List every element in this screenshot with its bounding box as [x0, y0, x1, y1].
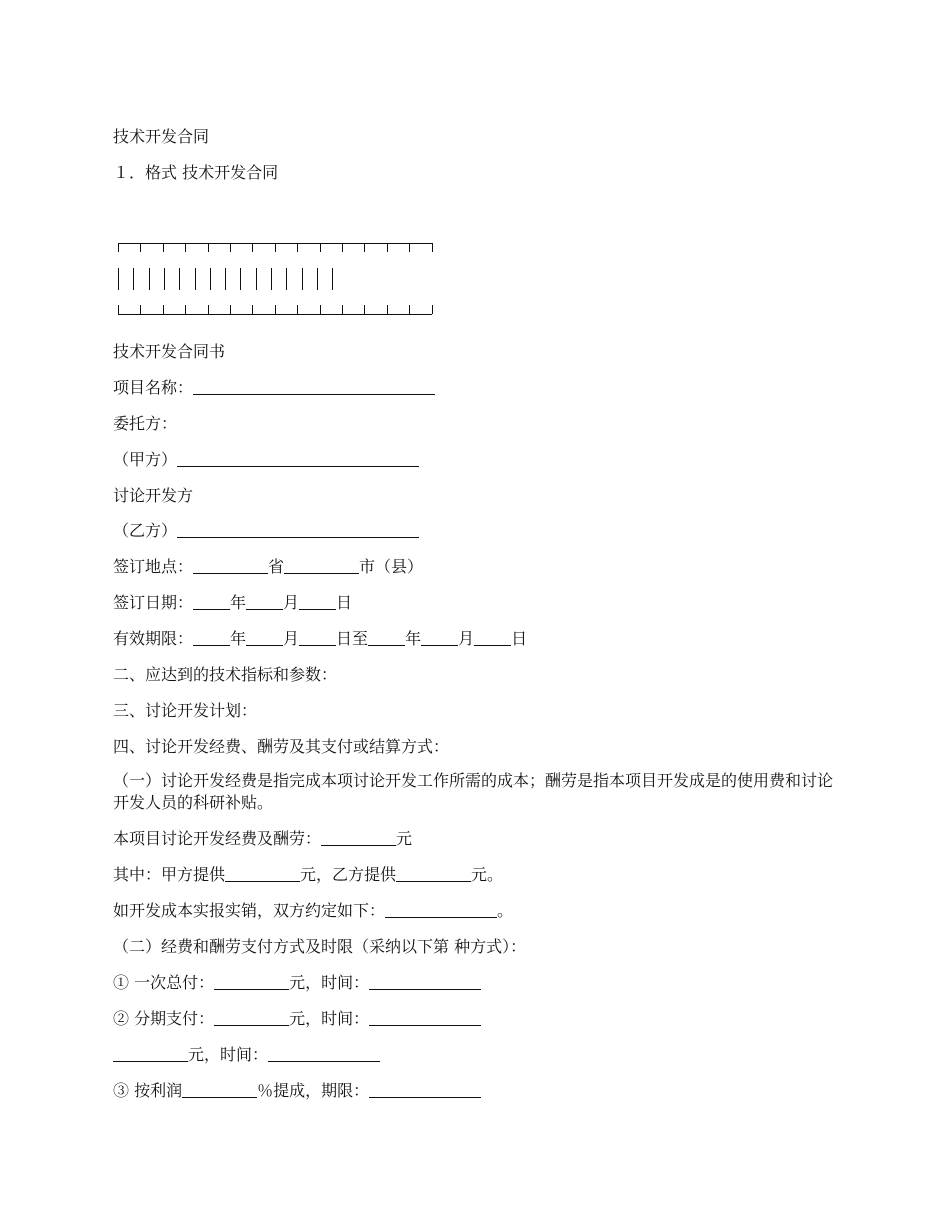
- total-fee-blank[interactable]: [321, 829, 396, 846]
- top-border-tick: [118, 243, 119, 252]
- party-a-row: [113, 450, 419, 470]
- middle-divider-tick: [271, 268, 272, 290]
- option-2-row: [113, 1009, 481, 1029]
- top-border-tick: [320, 243, 321, 252]
- option-2-installment-row: [113, 1045, 380, 1065]
- end-day-blank[interactable]: [474, 629, 511, 646]
- yuan-time-label: 元，时间：: [188, 1045, 269, 1064]
- bottom-border-tick: [275, 305, 276, 314]
- middle-divider-tick: [240, 268, 241, 290]
- document-title: 技术开发合同: [113, 127, 210, 146]
- total-fee-label: 本项目讨论开发经费及酬劳：: [113, 829, 322, 848]
- signing-place-label: 签订地点：: [113, 557, 194, 576]
- bottom-border-line: [118, 314, 432, 315]
- client-label: 委托方：: [113, 414, 178, 433]
- project-name-label: 项目名称：: [113, 378, 194, 397]
- day-label: 日: [511, 629, 528, 648]
- option-2-amount-blank[interactable]: [214, 1009, 289, 1026]
- profit-percent-blank[interactable]: [182, 1081, 257, 1098]
- signing-date-label: 签订日期：: [113, 593, 194, 612]
- period-label: 。: [497, 901, 514, 920]
- bottom-border-tick: [364, 305, 365, 314]
- section-4-heading: 四、讨论开发经费、酬劳及其支付或结算方式：: [113, 737, 450, 756]
- validity-row: [113, 629, 527, 649]
- top-border-tick: [230, 243, 231, 252]
- actual-cost-blank[interactable]: [385, 901, 497, 918]
- middle-divider-tick: [210, 268, 211, 290]
- top-border-tick: [140, 243, 141, 252]
- end-month-blank[interactable]: [421, 629, 458, 646]
- yuan-time-label: 元，时间：: [289, 973, 370, 992]
- start-month-blank[interactable]: [246, 629, 283, 646]
- validity-label: 有效期限：: [113, 629, 194, 648]
- bottom-border-tick: [185, 305, 186, 314]
- bottom-border-tick: [140, 305, 141, 314]
- day-to-label: 日至: [336, 629, 369, 648]
- middle-divider-tick: [286, 268, 287, 290]
- party-a-fee-blank[interactable]: [225, 865, 300, 882]
- yuan-period-label: 元。: [471, 865, 504, 884]
- month-label: 月: [283, 629, 300, 648]
- fee-split-row: [113, 865, 503, 885]
- top-border-tick: [297, 243, 298, 252]
- installment-amount-blank[interactable]: [113, 1045, 188, 1062]
- city-county-label: 市（县）: [359, 557, 424, 576]
- city-blank[interactable]: [284, 557, 359, 574]
- option-2-label: ② 分期支付：: [113, 1009, 215, 1028]
- section-4-para-1: （一）讨论开发经费是指完成本项讨论开发工作所需的成本；酬劳是指本项目开发成是的使用费和讨论开发人员的科研补贴。: [113, 771, 834, 812]
- middle-divider-tick: [317, 268, 318, 290]
- middle-divider-tick: [118, 268, 119, 290]
- project-name-row: [113, 378, 435, 398]
- contract-title: 技术开发合同书: [113, 342, 226, 361]
- party-b-blank[interactable]: [177, 521, 419, 538]
- top-border-tick: [208, 243, 209, 252]
- fee-split-label: 其中：甲方提供: [113, 865, 226, 884]
- option-1-amount-blank[interactable]: [214, 973, 289, 990]
- year-label: 年: [230, 629, 247, 648]
- section-3-heading: 三、讨论开发计划：: [113, 701, 258, 720]
- signing-date-row: [113, 593, 352, 613]
- bottom-border-tick: [342, 305, 343, 314]
- option-1-label: ① 一次总付：: [113, 973, 215, 992]
- province-blank[interactable]: [193, 557, 268, 574]
- end-year-blank[interactable]: [368, 629, 405, 646]
- option-3-period-blank[interactable]: [369, 1081, 481, 1098]
- signing-day-blank[interactable]: [299, 593, 336, 610]
- top-border-tick: [342, 243, 343, 252]
- party-b-row: [113, 521, 419, 541]
- top-border-tick: [163, 243, 164, 252]
- bottom-border-tick: [387, 305, 388, 314]
- day-label: 日: [336, 593, 353, 612]
- top-border-tick: [364, 243, 365, 252]
- party-a-blank[interactable]: [177, 450, 419, 467]
- developer-label: 讨论开发方: [113, 486, 194, 505]
- signing-month-blank[interactable]: [246, 593, 283, 610]
- bottom-border-tick: [320, 305, 321, 314]
- middle-divider-tick: [133, 268, 134, 290]
- signing-place-row: [113, 557, 423, 577]
- middle-divider-tick: [302, 268, 303, 290]
- year-label: 年: [405, 629, 422, 648]
- top-border-tick: [185, 243, 186, 252]
- top-border-tick: [387, 243, 388, 252]
- start-year-blank[interactable]: [193, 629, 230, 646]
- bottom-border-tick: [163, 305, 164, 314]
- document-subtitle: １．格式 技术开发合同: [113, 163, 279, 182]
- province-label: 省: [268, 557, 285, 576]
- actual-cost-row: [113, 901, 513, 921]
- top-border-tick: [432, 243, 433, 252]
- actual-cost-label: 如开发成本实报实销，双方约定如下：: [113, 901, 386, 920]
- top-border-tick: [275, 243, 276, 252]
- top-border-tick: [409, 243, 410, 252]
- bottom-border-tick: [252, 305, 253, 314]
- option-1-row: [113, 973, 481, 993]
- section-4-para-2: （二）经费和酬劳支付方式及时限（采纳以下第 种方式）：: [113, 937, 527, 956]
- yuan-time-label: 元，时间：: [289, 1009, 370, 1028]
- middle-divider-tick: [164, 268, 165, 290]
- party-b-label: （乙方）: [113, 521, 178, 540]
- start-day-blank[interactable]: [299, 629, 336, 646]
- option-2-time-blank[interactable]: [369, 1009, 481, 1026]
- bottom-border-tick: [230, 305, 231, 314]
- section-2-heading: 二、应达到的技术指标和参数：: [113, 665, 338, 684]
- bottom-border-tick: [432, 305, 433, 314]
- middle-divider-tick: [179, 268, 180, 290]
- middle-divider-tick: [332, 268, 333, 290]
- party-a-label: （甲方）: [113, 450, 178, 469]
- option-3-row: [113, 1081, 481, 1101]
- percent-label: ％提成，期限：: [257, 1081, 370, 1100]
- middle-divider-tick: [256, 268, 257, 290]
- party-b-fee-label: 元，乙方提供: [300, 865, 397, 884]
- bottom-border-tick: [297, 305, 298, 314]
- option-1-time-blank[interactable]: [369, 973, 481, 990]
- year-label: 年: [230, 593, 247, 612]
- signing-year-blank[interactable]: [193, 593, 230, 610]
- yuan-label: 元: [396, 829, 413, 848]
- installment-time-blank[interactable]: [268, 1045, 380, 1062]
- total-fee-row: [113, 829, 412, 849]
- option-3-label: ③ 按利润: [113, 1081, 183, 1100]
- top-border-tick: [252, 243, 253, 252]
- middle-divider-tick: [149, 268, 150, 290]
- bottom-border-tick: [409, 305, 410, 314]
- project-name-blank[interactable]: [193, 378, 435, 395]
- bottom-border-tick: [118, 305, 119, 314]
- month-label: 月: [458, 629, 475, 648]
- month-label: 月: [283, 593, 300, 612]
- bottom-border-tick: [208, 305, 209, 314]
- middle-divider-tick: [195, 268, 196, 290]
- party-b-fee-blank[interactable]: [396, 865, 471, 882]
- middle-divider-tick: [225, 268, 226, 290]
